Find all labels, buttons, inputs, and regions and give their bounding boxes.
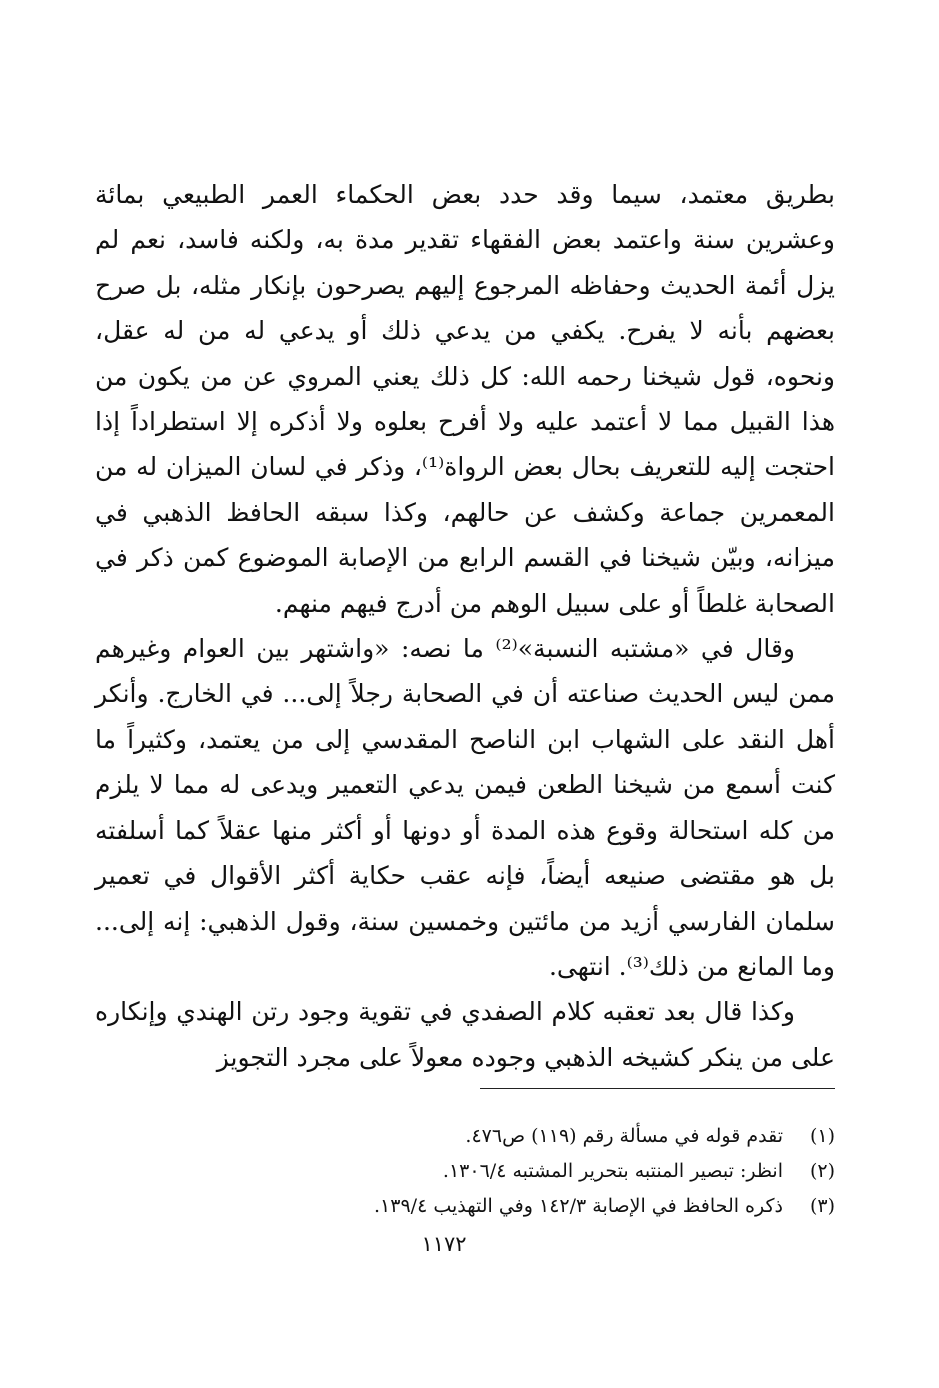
paragraph-2: وقال في «مشتبه النسبة»⁽²⁾ ما نصه: «واشتهر بين العوام وغيرهم ممن ليس الحديث صناعته أن في الصحابة رجلاً إلى... في الخارج. وأنكر أهل النقد على الشهاب ابن الناصح المقدسي إلى من يعتمد، وكثيراً ما كنت أسمع من شيخنا الطعن فيمن يدعي التعمير ويدعى له مما لا يلزم من كله استحالة وقوع هذه المدة أو دونها أو أكثر منها عقلاً كما أسلفته بل هو مقتضى صنيعه أيضاً، فإنه عقب حكاية أكثر الأقوال في تعمير سلمان الفارسي أزيد من مائتين وخمسين سنة، وقول الذهبي: إنه إلى... وما المانع من ذلك⁽³⁾. انتهى.	[95, 634, 835, 981]
footnote-3	[95, 1189, 835, 1224]
footnote-text: ذكره الحافظ في الإصابة ١٤٢/٣ وفي التهذيب ١٣٩/٤.	[374, 1195, 783, 1217]
footnote-separator	[480, 1088, 835, 1089]
footnote-text: تقدم قوله في مسألة رقم (١١٩) ص٤٧٦.	[465, 1125, 783, 1147]
main-text	[95, 172, 835, 1080]
page-number: ١١٧٢	[421, 1232, 467, 1256]
footnote-number: (١)	[809, 1125, 835, 1147]
footnote-2	[95, 1154, 835, 1189]
paragraph-1: بطريق معتمد، سيما وقد حدد بعض الحكماء العمر الطبيعي بمائة وعشرين سنة واعتمد بعض الفقهاء تقدير مدة به، ولكنه فاسد، نعم لم يزل أئمة الحديث وحفاظه المرجوع إليهم يصرحون بإنكار مثله، بل صرح بعضهم بأنه لا يفرح. يكفي من يدعي ذلك أو يدعي له من له عقل، ونحوه، قول شيخنا رحمه الله: كل ذلك يعني المروي عن من يكون من هذا القبيل مما لا أعتمد عليه ولا أفرح بعلوه ولا أذكره إلا استطراداً إذا احتجت إليه للتعريف بحال بعض الرواة⁽¹⁾، وذكر في لسان الميزان له من المعمرين جماعة وكشف عن حالهم، وكذا سبقه الحافظ الذهبي في ميزانه، وبيّن شيخنا في القسم الرابع من الإصابة الموضوع كمن ذكر في الصحابة غلطاً أو على سبيل الوهم من أدرج فيهم منهم.	[95, 180, 835, 618]
paragraph-3: وكذا قال بعد تعقبه كلام الصفدي في تقوية وجود رتن الهندي وإنكاره على من ينكر كشيخه الذهبي وجوده معولاً على مجرد التجويز	[95, 997, 835, 1072]
footnote-number: (٣)	[809, 1195, 835, 1217]
footnote-text: انظر: تبصير المنتبه بتحرير المشتبه ١٣٠٦/٤.	[442, 1160, 783, 1182]
footnote-number: (٢)	[809, 1160, 835, 1182]
footnote-1	[95, 1119, 835, 1154]
footnotes	[95, 1119, 835, 1224]
